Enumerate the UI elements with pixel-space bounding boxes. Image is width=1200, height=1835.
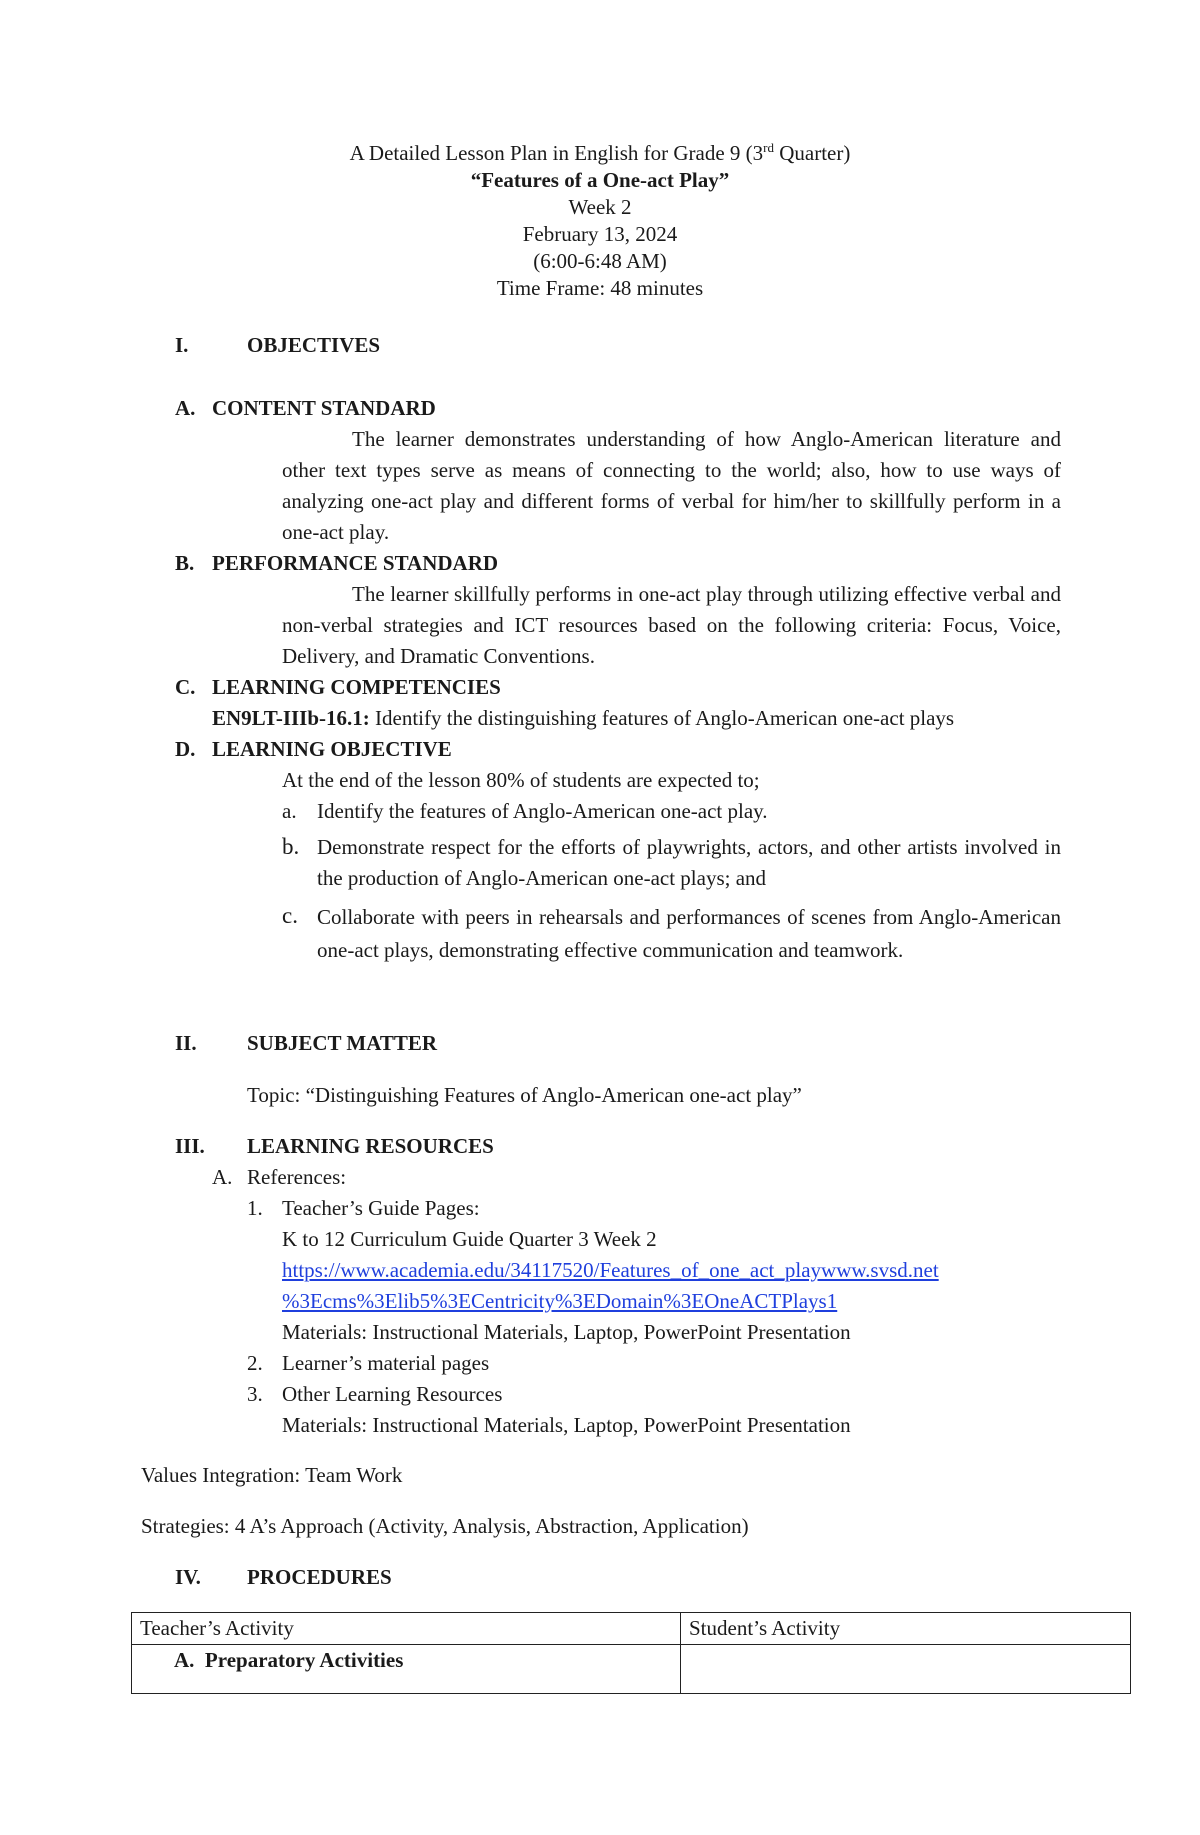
lesson-subtitle: A Detailed Lesson Plan in English for Grade 9 (3rd Quarter) bbox=[349, 140, 851, 165]
section-4-number: IV. bbox=[175, 1565, 201, 1589]
learning-competencies-letter: C. bbox=[175, 675, 196, 699]
preparatory-activities-cell bbox=[132, 1645, 681, 1694]
materials-1: Materials: Instructional Materials, Laptop, PowerPoint Presentation bbox=[282, 1320, 851, 1344]
content-standard-text: The learner demonstrates understanding of how Anglo-American literature and other text types serve as means of connecting to the world; also, how to use ways of analyzing one-act play and different forms of verbal for him/her to skillfully perform in a one-act play. bbox=[282, 427, 1061, 544]
references-label: References: bbox=[247, 1165, 347, 1189]
teacher-activity-header: Teacher’s Activity bbox=[132, 1613, 681, 1645]
competency-code: EN9LT-IIIb-16.1: bbox=[212, 706, 370, 730]
section-4-title: PROCEDURES bbox=[247, 1565, 392, 1589]
resource-2-label: Learner’s material pages bbox=[282, 1351, 490, 1375]
resource-1-label: Teacher’s Guide Pages: bbox=[282, 1196, 480, 1220]
objective-a-marker: a. bbox=[282, 799, 297, 823]
section-2-number: II. bbox=[175, 1031, 197, 1055]
objective-b-text: Demonstrate respect for the efforts of playwrights, actors, and other artists involved in the production of Anglo-American one-act plays; and bbox=[317, 835, 1061, 890]
preparatory-title: Preparatory Activities bbox=[204, 1648, 404, 1672]
section-2-title: SUBJECT MATTER bbox=[247, 1031, 438, 1055]
performance-standard-title: PERFORMANCE STANDARD bbox=[212, 551, 499, 575]
lesson-time: (6:00-6:48 AM) bbox=[533, 249, 667, 273]
section-3-number: III. bbox=[175, 1134, 205, 1158]
section-1-number: I. bbox=[175, 333, 189, 357]
curriculum-guide: K to 12 Curriculum Guide Quarter 3 Week 2 bbox=[282, 1227, 657, 1251]
reference-link-line-1[interactable]: https://www.academia.edu/34117520/Features_of_one_act_playwww.svsd.net bbox=[282, 1258, 939, 1282]
section-3-title: LEARNING RESOURCES bbox=[247, 1134, 494, 1158]
lesson-date: February 13, 2024 bbox=[522, 222, 678, 246]
resource-3-number: 3. bbox=[247, 1382, 263, 1406]
learning-competency-item bbox=[212, 703, 954, 734]
subject-topic: Topic: “Distinguishing Features of Anglo-American one-act play” bbox=[247, 1083, 802, 1107]
objective-c-marker: c. bbox=[282, 903, 298, 928]
performance-standard-text: The learner skillfully performs in one-act play through utilizing effective verbal and non-verbal strategies and ICT resources based on the following criteria: Focus, Voice, Delivery, and Dramatic Conventions. bbox=[282, 582, 1061, 668]
objective-c-text: Collaborate with peers in rehearsals and performances of scenes from Anglo-American one-act plays, demonstrating effective communication and teamwork. bbox=[317, 905, 1061, 962]
objective-a-text: Identify the features of Anglo-American one-act play. bbox=[317, 799, 768, 823]
resource-1-number: 1. bbox=[247, 1196, 263, 1220]
objective-b-marker: b. bbox=[282, 834, 300, 859]
lesson-week: Week 2 bbox=[568, 195, 632, 219]
lesson-time-frame: Time Frame: 48 minutes bbox=[496, 276, 704, 300]
learning-objective-title: LEARNING OBJECTIVE bbox=[212, 737, 452, 761]
table-header-row bbox=[132, 1613, 1131, 1645]
performance-standard-letter: B. bbox=[175, 551, 195, 575]
materials-3: Materials: Instructional Materials, Laptop, PowerPoint Presentation bbox=[282, 1413, 851, 1437]
references-letter: A. bbox=[212, 1165, 233, 1189]
competency-text: Identify the distinguishing features of Anglo-American one-act plays bbox=[369, 706, 955, 730]
learning-competencies-title: LEARNING COMPETENCIES bbox=[212, 675, 501, 699]
strategies: Strategies: 4 A’s Approach (Activity, Analysis, Abstraction, Application) bbox=[141, 1514, 749, 1538]
content-standard-title: CONTENT STANDARD bbox=[212, 396, 436, 420]
resource-2-number: 2. bbox=[247, 1351, 263, 1375]
resource-3-label: Other Learning Resources bbox=[282, 1382, 503, 1406]
reference-link-line-2[interactable]: %3Ecms%3Elib5%3ECentricity%3EDomain%3EOneACTPlays1 bbox=[282, 1289, 838, 1313]
learning-objective-intro: At the end of the lesson 80% of students are expected to; bbox=[282, 768, 760, 792]
preparatory-letter: A. bbox=[174, 1648, 195, 1672]
student-activity-cell bbox=[681, 1645, 1131, 1694]
table-row bbox=[132, 1645, 1131, 1694]
procedures-table bbox=[131, 1612, 1131, 1694]
learning-objective-letter: D. bbox=[175, 737, 196, 761]
lesson-title: “Features of a One-act Play” bbox=[470, 168, 730, 192]
content-standard-letter: A. bbox=[175, 396, 196, 420]
section-1-title: OBJECTIVES bbox=[247, 333, 381, 357]
values-integration: Values Integration: Team Work bbox=[141, 1463, 403, 1487]
lesson-header bbox=[0, 140, 1200, 302]
student-activity-header: Student’s Activity bbox=[681, 1613, 1131, 1645]
